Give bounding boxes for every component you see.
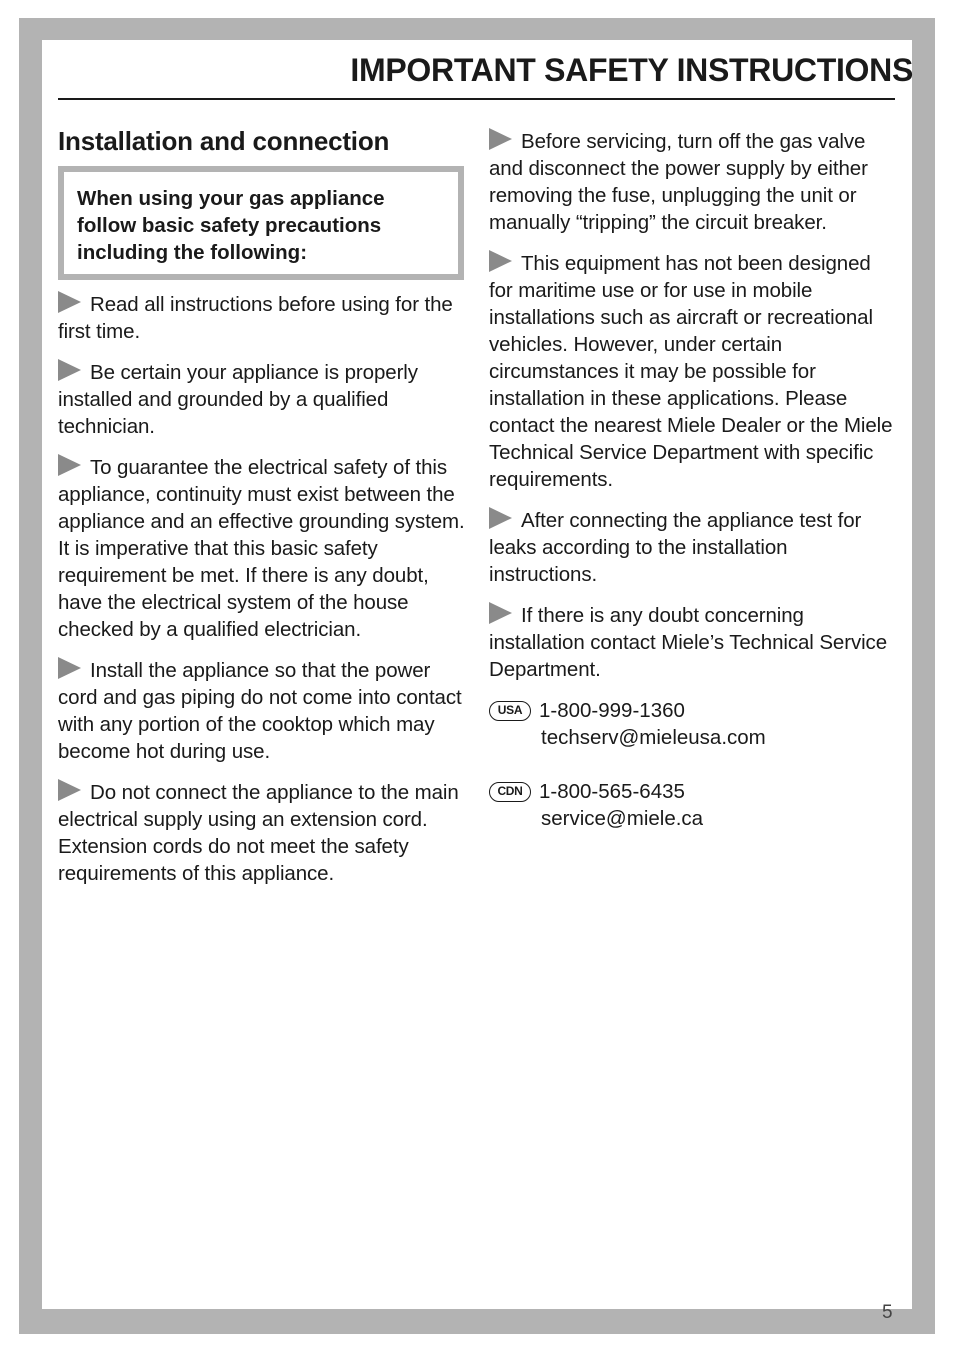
right-column: [489, 128, 899, 859]
triangle-right-icon: [58, 779, 81, 801]
page-number: 5: [882, 1302, 893, 1323]
triangle-right-icon: [489, 250, 512, 272]
triangle-right-icon: [58, 359, 81, 381]
triangle-right-icon: [489, 128, 512, 150]
instruction-text: Read all instructions before using for the first time.: [58, 293, 453, 343]
instruction-text: To guarantee the electrical safety of this appliance, continuity must exist between the appliance and an effective grounding system. It is imperative that this basic safety requirement be met. If there is any doubt, have the electrical system of the house checked by a qualified electrician.: [58, 456, 465, 641]
triangle-right-icon: [489, 602, 512, 624]
page-header-title: IMPORTANT SAFETY INSTRUCTIONS: [350, 52, 913, 88]
instruction-text: Do not connect the appliance to the main electrical supply using an extension cord. Extension cords do not meet the safety requirements of this appliance.: [58, 781, 459, 885]
header-rule: [58, 98, 895, 100]
triangle-right-icon: [58, 657, 81, 679]
usa-phone: 1-800-999-1360: [539, 699, 685, 722]
section-title: Installation and connection: [58, 126, 390, 156]
instruction-item: [489, 507, 899, 588]
instruction-item: [58, 454, 468, 643]
cdn-flag-icon: CDN: [489, 782, 531, 802]
cdn-email: service@miele.ca: [541, 807, 704, 830]
usa-email: techserv@mieleusa.com: [541, 726, 766, 749]
instruction-text: After connecting the appliance test for leaks according to the installation instructions.: [489, 509, 862, 586]
instruction-text: If there is any doubt concerning installation contact Miele’s Technical Service Department.: [489, 604, 888, 681]
instruction-item: [58, 359, 468, 440]
contact-cdn: [489, 778, 899, 832]
instruction-item: [58, 291, 468, 345]
left-column: [58, 124, 468, 901]
triangle-right-icon: [489, 507, 512, 529]
triangle-right-icon: [58, 291, 81, 313]
triangle-right-icon: [58, 454, 81, 476]
precautions-callout: When using your gas appliance follow basic safety precautions including the following:: [58, 166, 464, 280]
instruction-item: [58, 779, 468, 887]
instruction-text: Before servicing, turn off the gas valve and disconnect the power supply by either removing the fuse, unplugging the unit or manually “tripping” the circuit breaker.: [489, 130, 868, 234]
instruction-item: [58, 657, 468, 765]
instruction-text: Install the appliance so that the power cord and gas piping do not come into contact with any portion of the cooktop which may become hot during use.: [58, 659, 462, 763]
cdn-phone: 1-800-565-6435: [539, 780, 685, 803]
contact-usa: [489, 697, 899, 751]
instruction-item: [489, 128, 899, 236]
instruction-item: [489, 602, 899, 683]
usa-flag-icon: USA: [489, 701, 531, 721]
instruction-item: [489, 250, 899, 493]
instruction-text: This equipment has not been designed for maritime use or for use in mobile installations such as aircraft or recreational vehicles. However, under certain circumstances it may be possible for installation in these applications. Please contact the nearest Miele Dealer or the Miele Technical Service Department with specific requirements.: [489, 252, 893, 491]
instruction-text: Be certain your appliance is properly installed and grounded by a qualified technician.: [58, 361, 418, 438]
